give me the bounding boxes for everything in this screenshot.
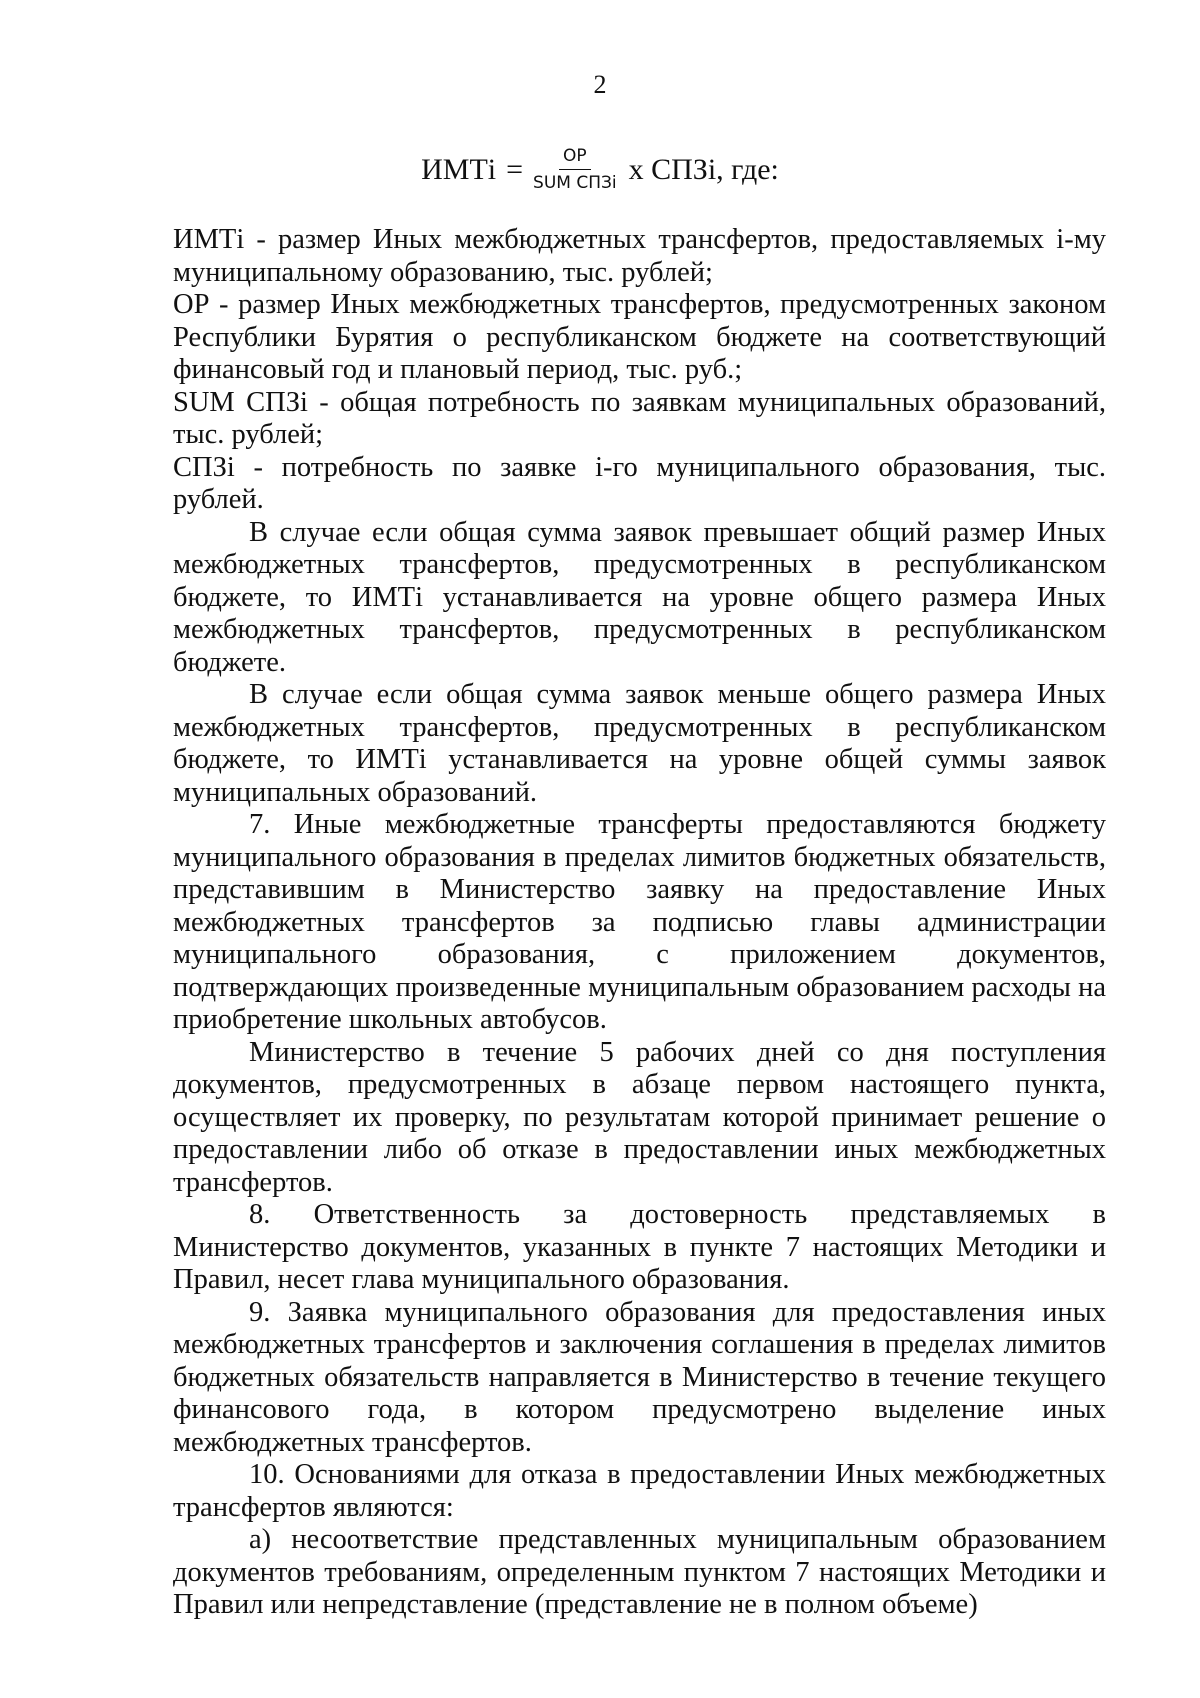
formula-numerator: ОР [559,146,591,170]
paragraph-item-10a: а) несоответствие представленных муниципальным образованием документов требованиям, определенным пунктом 7 настоящих Методики и Правил или непредставление (представление не в полном объеме) [173,1524,1106,1620]
formula-rhs: х СПЗi, где: [628,152,779,186]
document-body [173,224,1106,1622]
definition-or: ОР - размер Иных межбюджетных трансфертов, предусмотренных законом Республики Бурятия о республиканском бюджете на соответствующий финансовый год и плановый период, тыс. руб.; [173,289,1106,385]
formula-lhs: ИМТi [421,152,497,186]
paragraph-item-9: 9. Заявка муниципального образования для предоставления иных межбюджетных трансфертов и заключения соглашения в пределах лимитов бюджетных обязательств направляется в Министерство в течение текущего финансового года, в котором предусмотрено выделение иных межбюджетных трансфертов. [173,1296,1106,1458]
definition-imti: ИМТi - размер Иных межбюджетных трансфертов, предоставляемых i-му муниципальному образованию, тыс. рублей; [173,224,1106,288]
paragraph-item-10: 10. Основаниями для отказа в предоставлении Иных межбюджетных трансфертов являются: [173,1459,1106,1523]
definition-spzi: СПЗi - потребность по заявке i-го муниципального образования, тыс. рублей. [173,451,1106,515]
formula-denominator: SUM СПЗi [533,173,617,193]
page-number: 2 [593,70,607,99]
formula-fraction [533,146,617,193]
formula-equals: = [506,152,524,186]
paragraph-exceeds: В случае если общая сумма заявок превышает общий размер Иных межбюджетных трансфертов, предусмотренных в республиканском бюджете, то ИМТi устанавливается на уровне общего размера Иных межбюджетных трансфертов, предусмотренных в республиканском бюджете. [173,516,1106,678]
paragraph-item-8: 8. Ответственность за достоверность представляемых в Министерство документов, указанных в пункте 7 настоящих Методики и Правил, несет глава муниципального образования. [173,1199,1106,1295]
definition-sum-spzi: SUM СПЗi - общая потребность по заявкам муниципальных образований, тыс. рублей; [173,386,1106,450]
paragraph-item-7: 7. Иные межбюджетные трансферты предоставляются бюджету муниципального образования в пределах лимитов бюджетных обязательств, представившим в Министерство заявку на предоставление Иных межбюджетных трансфертов за подписью главы администрации муниципального образования, с приложением документов, подтверждающих произведенные муниципальным образованием расходы на приобретение школьных автобусов. [173,809,1106,1035]
paragraph-ministry-review: Министерство в течение 5 рабочих дней со дня поступления документов, предусмотренных в абзаце первом настоящего пункта, осуществляет их проверку, по результатам которой принимает решение о предоставлении либо об отказе в предоставлении иных межбюджетных трансфертов. [173,1036,1106,1198]
paragraph-less: В случае если общая сумма заявок меньше общего размера Иных межбюджетных трансфертов, предусмотренных в республиканском бюджете, то ИМТi устанавливается на уровне общей суммы заявок муниципальных образований. [173,679,1106,808]
formula [0,146,1200,193]
